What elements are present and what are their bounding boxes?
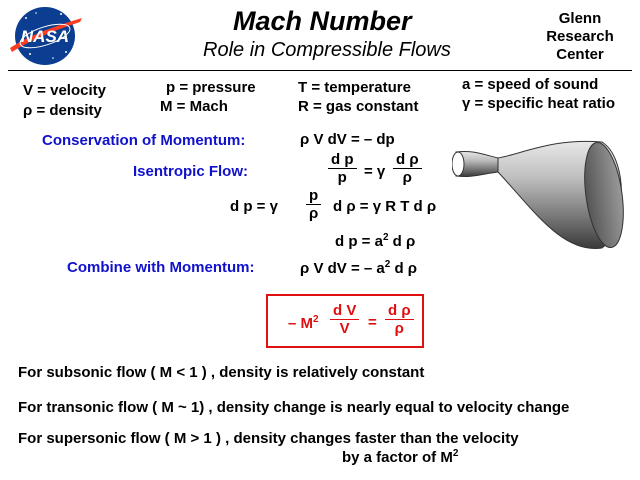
result-left — [288, 314, 319, 332]
nasa-logo — [6, 4, 84, 68]
def-mach: M = Mach — [160, 98, 228, 115]
momentum-label: Conservation of Momentum: — [42, 132, 246, 149]
isentropic-rhs-fraction — [393, 152, 422, 186]
dp-rest: d ρ = γ R T d ρ — [333, 198, 437, 215]
def-speed-of-sound: a = speed of sound — [462, 76, 599, 93]
transonic-statement: For transonic flow ( M ~ 1) , density change is nearly equal to velocity change — [18, 399, 570, 416]
page-subtitle: Role in Compressible Flows — [203, 39, 451, 61]
result-exp: 2 — [313, 314, 319, 325]
combine-right: d ρ — [390, 260, 418, 277]
dp-a2-exp: 2 — [382, 232, 389, 243]
org-line-1: Glenn — [558, 10, 602, 27]
isentropic-lhs-den: p — [337, 169, 347, 186]
dp-fraction — [306, 188, 321, 222]
result-fraction-2 — [385, 303, 414, 337]
combine-equation — [300, 259, 417, 277]
isentropic-lhs-fraction — [328, 152, 357, 186]
dp-a2-left: d p = a — [335, 233, 383, 250]
result-num-1: d V — [330, 303, 359, 320]
combine-label: Combine with Momentum: — [67, 259, 255, 276]
dp-frac-num: p — [306, 188, 321, 205]
isentropic-label: Isentropic Flow: — [133, 163, 249, 180]
logo-text: NASA — [20, 27, 70, 46]
result-fraction-1 — [330, 303, 359, 337]
dp-frac-den: ρ — [308, 205, 319, 222]
result-num-2: d ρ — [385, 303, 414, 320]
isentropic-lhs-num: d p — [328, 152, 357, 169]
momentum-equation: ρ V dV = – dp — [300, 131, 395, 148]
supersonic-statement-line1: For supersonic flow ( M > 1 ) , density changes faster than the velocity — [18, 430, 519, 447]
org-name — [540, 10, 620, 64]
nozzle-graphic — [452, 128, 632, 263]
result-den-1: V — [339, 320, 350, 337]
result-equals: = — [368, 314, 377, 331]
isentropic-mid: = γ — [364, 163, 386, 180]
supersonic-exp: 2 — [452, 448, 459, 459]
subsonic-statement: For subsonic flow ( M < 1 ) , density is relatively constant — [18, 364, 425, 381]
supersonic-line2-text: by a factor of M — [342, 449, 453, 466]
isentropic-rhs-den: ρ — [402, 169, 412, 186]
result-m: – M — [288, 315, 314, 332]
def-gas-constant: R = gas constant — [298, 98, 419, 115]
dp-a2-right: d ρ — [388, 233, 416, 250]
combine-left: ρ V dV = – a — [300, 260, 385, 277]
def-velocity: V = velocity — [23, 82, 106, 99]
result-den-2: ρ — [394, 320, 404, 337]
org-line-3: Center — [556, 46, 604, 63]
def-specific-heat: γ = specific heat ratio — [462, 95, 615, 112]
org-line-2: Research — [546, 28, 614, 45]
combine-exp: 2 — [384, 259, 391, 270]
result-box — [266, 294, 424, 348]
header-divider — [8, 70, 632, 71]
dp-a2-equation — [335, 232, 415, 250]
dp-lhs: d p = γ — [230, 198, 278, 215]
supersonic-statement-line2 — [342, 448, 458, 466]
def-pressure: p = pressure — [166, 79, 256, 96]
def-temperature: T = temperature — [298, 79, 411, 96]
isentropic-rhs-num: d ρ — [393, 152, 422, 169]
def-density: ρ = density — [23, 102, 102, 119]
page-title: Mach Number — [233, 6, 412, 36]
